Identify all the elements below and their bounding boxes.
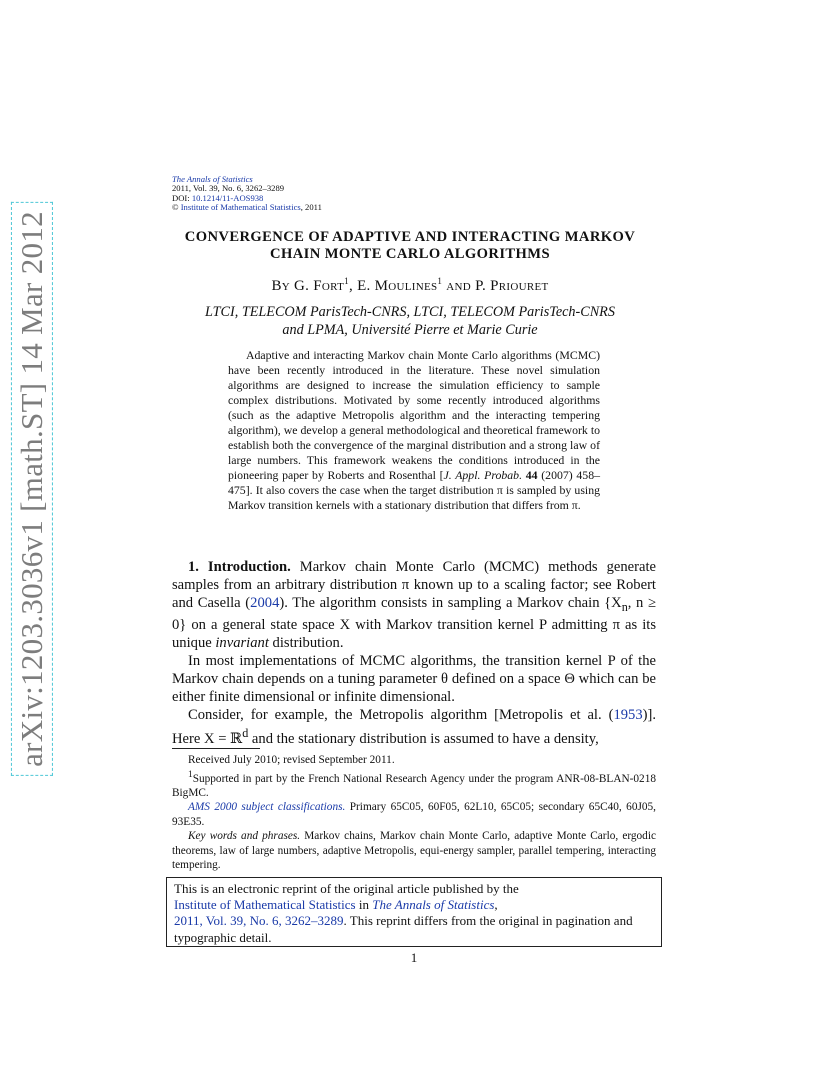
volume-info: 2011, Vol. 39, No. 6, 3262–3289 bbox=[172, 183, 285, 194]
section-heading: 1. Introduction. bbox=[188, 559, 291, 575]
journal-header bbox=[172, 175, 322, 213]
footnote-rule bbox=[172, 748, 260, 749]
journal-link[interactable]: The Annals of Statistics bbox=[172, 174, 253, 184]
arxiv-stamp bbox=[6, 211, 58, 767]
abstract: Adaptive and interacting Markov chain Monte Carlo algorithms (MCMC) have been recently introduced in the literature. These novel simulation algorithms are designed to increase the simulation efficiency to sample complex distributions. Motivated by some recently introduced algorithms (such as the adaptive Metropolis algorithm and the interacting tempering algorithm), we develop a general methodological and theoretical framework to establish both the convergence of the marginal distribution and a strong law of large numbers. This framework weakens the conditions introduced in the pioneering paper by Roberts and Rosenthal [J. Appl. Probab. 44 (2007) 458–475]. It also covers the case when the target distribution π is sampled by using Markov transition kernels with a stationary distribution that differs from π. bbox=[228, 348, 600, 512]
journal-reprint-link[interactable]: The Annals of Statistics bbox=[372, 897, 495, 913]
footnotes bbox=[172, 753, 656, 873]
received-date: Received July 2010; revised September 2011. bbox=[188, 754, 395, 766]
paper-title: CONVERGENCE OF ADAPTIVE AND INTERACTING MARKOV CHAIN MONTE CARLO ALGORITHMS bbox=[184, 229, 636, 262]
footnote-1: $^1$Supported in part by the French National Research Agency under the program ANR-08-BLAN-0218 BigMC. bbox=[172, 769, 656, 799]
citation-link-2004[interactable]: 2004 bbox=[250, 595, 280, 611]
affiliations: LTCI, TELECOM ParisTech-CNRS, LTCI, TELECOM ParisTech-CNRS and LPMA, Université Pierre et Marie Curie bbox=[205, 304, 615, 338]
introduction-section bbox=[172, 558, 656, 748]
intro-paragraph-1: 1. Introduction. Markov chain Monte Carlo (MCMC) methods generate samples from an arbitrary distribution π known up to a scaling factor; see Robert and Casella (2004). The algorithm consists in sampling a Markov chain {$X_n$, n ≥ 0} on a general state space X with Markov transition kernel P admitting π as its unique invariant distribution. bbox=[172, 559, 656, 651]
author-line: By G. Fort$^1$, E. Moulines$^1$ and P. Priouret bbox=[271, 276, 549, 294]
ams-link[interactable]: AMS 2000 subject classifications. bbox=[188, 801, 346, 814]
citation-reprint-link[interactable]: 2011, Vol. 39, No. 6, 3262–3289 bbox=[174, 913, 344, 929]
reprint-notice: This is an electronic reprint of the original article published by the Institute of Mathematical Statistics in The Annals of Statistics, 2011, Vol. 39, No. 6, 3262–3289. This reprint differs from the original in pagination and typographic detail. bbox=[166, 877, 662, 947]
arxiv-identifier: arXiv:1203.3036v1 [math.ST] 14 Mar 2012 bbox=[11, 202, 53, 776]
keywords: Key words and phrases. Markov chains, Markov chain Monte Carlo, adaptive Monte Carlo, ergodic theorems, law of large numbers, adaptive Metropolis, equi-energy sampler, parallel tempering, interacting tempering. bbox=[172, 830, 656, 872]
citation-link-1953[interactable]: 1953 bbox=[613, 706, 643, 723]
intro-paragraph-3: Consider, for example, the Metropolis algorithm [Metropolis et al. (1953)]. Here X = ℝ$^d$ and the stationary distribution is assumed to have a density, bbox=[172, 706, 656, 747]
page-number: 1 bbox=[410, 950, 418, 965]
doi-link[interactable]: 10.1214/11-AOS938 bbox=[191, 192, 264, 203]
institute-link[interactable]: Institute of Mathematical Statistics bbox=[174, 897, 356, 913]
copyright-line: © Institute of Mathematical Statistics, 2011 bbox=[172, 202, 322, 213]
intro-paragraph-2: In most implementations of MCMC algorithms, the transition kernel P of the Markov chain depends on a tuning parameter θ defined on a space Θ which can be either finite dimensional or infinite dimensional. bbox=[172, 652, 656, 705]
ams-classifications: AMS 2000 subject classifications. Primary 65C05, 60F05, 62L10, 65C05; secondary 65C40, 60J05, 93E35. bbox=[172, 801, 656, 828]
publisher-link[interactable]: Institute of Mathematical Statistics bbox=[180, 202, 301, 213]
doi-line: DOI: 10.1214/11-AOS938 bbox=[172, 192, 264, 203]
